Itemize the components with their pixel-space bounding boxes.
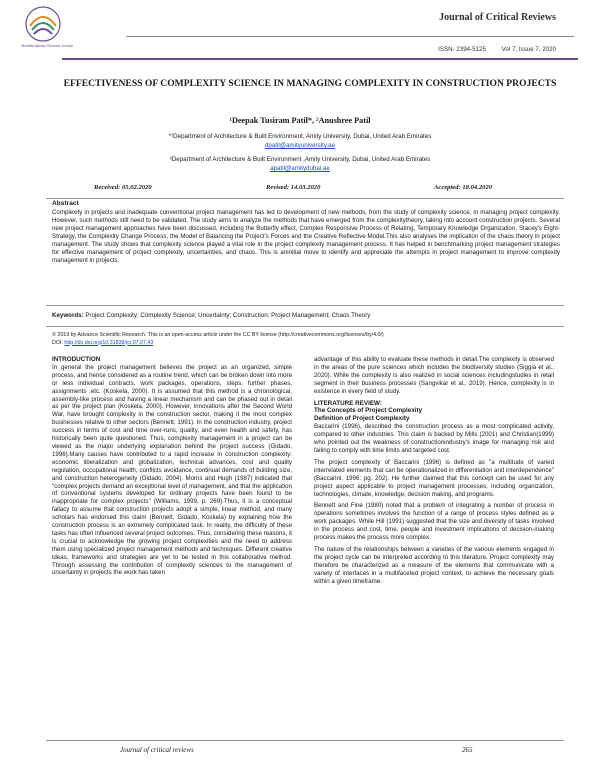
left-column [52,356,292,581]
introduction-paragraph: In general the project management believes the project as an organized, simple process, and hence considered as a routine trend, which can be broken down into more or less individual contracts, work packages, operations, steps, further phases, assignments ,etc. (Koskela, 2000). It is assumed that this method is a chronological, assembly-like process and having a linear mechanism and can be phased out in detail as per the project plan (Koskela, 2000). However, innovations after the Second World War, have brought complexity in the construction sector, making it the most complex businesses relative to other sectors (Bennett, 1991). In the construction industry, project success in terms of cost and time over-runs, quality, and even health and safety, has historically been quite questioned. Thus, complexity management in a project can be viewed as the major underlying explanation behind the project success (Gidado, 1996).Many causes have contributed to a rapid increase in construction complexity: economic liberalization and globalization, technical advances, cost and quality regulation, occupational health, conflicts avoidance, continual demands of building size, and construction heterogeneity (Gidado, 2004). Morris and Hugh (1987) indicated that "complex projects demand an exceptional level of management, and that the application of conventional systems developed for ordinary projects have been found to be inappropriate for complex projects" (Williams, 1999, p. 269).Thus, it is a conceptual fallacy to assume that construction projects adopt a simple, linear method, and many scholars has endorsed this claim (Bennett, Gidado, Koskela) by explaining how the construction process is an extremely complicated task. In reality, the difficulty of these tasks has often influenced several project outcomes. Thus, considering these reasons, it is crucial to acknowledge the growing project complexities and the need to address them using specialized project management methods and techniques. Different creative ideas, frameworks and strategies are yet to be tested in this collaborative method. Through assessing the contribution of complexity sciences to the management of uncertainty in projects the work has taken [52,363,292,577]
doi-link[interactable]: http://dx.doi.org/10.31838/jcr.07.07.43 [64,339,154,346]
continued-paragraph: advantage of this ability to evaluate these methods in detail.The complexity is observed in the areas of the pure sciences which includes the biodiversity studies (Siggia et al., 2020). While the complexity is also realized in social sciences includingstudies in retail segment in their business processes (Sangvikar et al., 2019). Hence, complexity is in existence in every field of study. [314,356,554,395]
keywords [52,312,560,319]
affiliation-2-email[interactable]: apatil@amitydubai.ae [270,165,330,172]
volume-issue: Vol 7, Issue 7, 2020 [501,46,556,53]
concepts-subheading: The Concepts of Project Complexity [314,407,423,415]
accent-rule [62,58,578,60]
logo-caption: Multidisciplinary Reviews Journal [21,44,73,48]
introduction-heading: INTRODUCTION [52,356,101,363]
affiliation-2-text: ²Department of Architecture & Built Environment ,Amity University, Dubai, United Arab Emirates [169,156,431,163]
authors: ¹Deepak Tusiram Patil*, ²Anushree Patil [229,116,371,125]
definition-subheading: Definition of Project Complexity [314,415,410,423]
issn-row [424,46,556,53]
license-text: © 2019 by Advance Scientific Research. This is an open-access article under the CC BY license (http://creativecommons.org/licenses/by/4.0/) [52,332,384,338]
doi-line [52,340,552,348]
keywords-label: Keywords: [52,312,84,319]
literature-paragraph-2: The project complexity of Baccarini (1996) is defined as "a multitude of varied interrelated elements that can be operationalized in differentiation and interdependence" (Baccarini, 1996: pg. 202). He further claimed that this concept can be used for any project aspect applicable to project management processes, including organization, technologies, climate, knowledge, decision making, and programs. [314,458,554,498]
received-date: Received: 05.02.2020 [94,184,152,191]
affiliation-1 [0,132,600,150]
literature-review-heading: LITERATURE REVIEW: [314,399,382,407]
abstract-text: Complexity in projects and inadequate conventional project management has led to development of new methods, from the study of complexity science, in managing project complexity. However, such methods still need to be validated. The study aims to analyze the methods that have emerged from the complexitytheory, taking into account construction projects. Several new project management approaches have been discussed, including the Butterfly effect, Complex Responsive Process of Relating, Temporary Knowledge Organization, Stacey's Eight- Strategy, the Complexity Change Process, the Model of Balancing the Project's Forces and the Creative Reflective Model.This also analyses the implication of the chaos theory in project management. The study shows that complexity science played a vital role in the project complexity management process. It has helped in benchmarking project management strategies for effective management of project complexity, uncertainties, and chaos. This is aninitial move to identify and appreciate the attempts in project management to improve complexity management in projects. [52,209,560,264]
journal-name: Journal of Critical Reviews [439,12,556,23]
journal-logo-icon [20,4,66,44]
affiliation-1-text: *¹Department of Architecture & Built Environment, Amity University, Dubai, United Arab Emirates [168,133,432,140]
right-column [314,356,554,589]
abstract-label: Abstract [52,200,79,207]
license-block [52,332,552,347]
page-number: 265 [462,746,473,754]
affiliation-1-email[interactable]: dpatil@amityuniversity.ae [264,142,336,149]
literature-paragraph-3: Bennett and Fine (1980) noted that a problem of integrating a number of process in operations sometimes involves the function of a range of process styles defined as a work packages. While Hill (1991) suggested that the size and diversity of tasks involved in the process and cost, time, people and investment implications of decision-making process makes the process more complex. [314,502,554,542]
keywords-text: Project Complexity; Complexity Science; Uncertainty; Construction; Project Management; Chaos Theory [85,312,371,319]
paper-title: EFFECTIVENESS OF COMPLEXITY SCIENCE IN MANAGING COMPLEXITY IN CONSTRUCTION PROJECTS [63,78,557,89]
literature-paragraph-1: Baccarini (1996), described the construction process as a most complicated activity, compared to other industries. This claim is backed by Mills (2001) and Christian(1999) who pointed out the weakness of constructionindustry's image for managing risk and failing to comply with time limits and targeted cost. [314,423,554,454]
footer-rule [46,740,564,741]
section-rule [46,326,564,327]
accepted-date: Accepted: 18.04.2020 [434,184,493,191]
footer-journal: Journal of critical reviews [120,746,194,754]
doi-label: DOI: [52,339,65,346]
affiliation-2 [0,155,600,173]
header-rule [126,36,574,37]
literature-paragraph-4: The nature of the relationships between a varieties of the various elements engaged in the project cycle can be interpreted according to this literature. Project complexity may therefore be characterized as a measure of the elements that communicate with a variety of interfaces in a multifaceted project context, to achieve the necessary goals within a given timeframe. [314,545,554,585]
issn: ISSN- 2394-5125 [438,46,486,53]
revised-date: Revised: 14.03.2020 [266,184,321,191]
